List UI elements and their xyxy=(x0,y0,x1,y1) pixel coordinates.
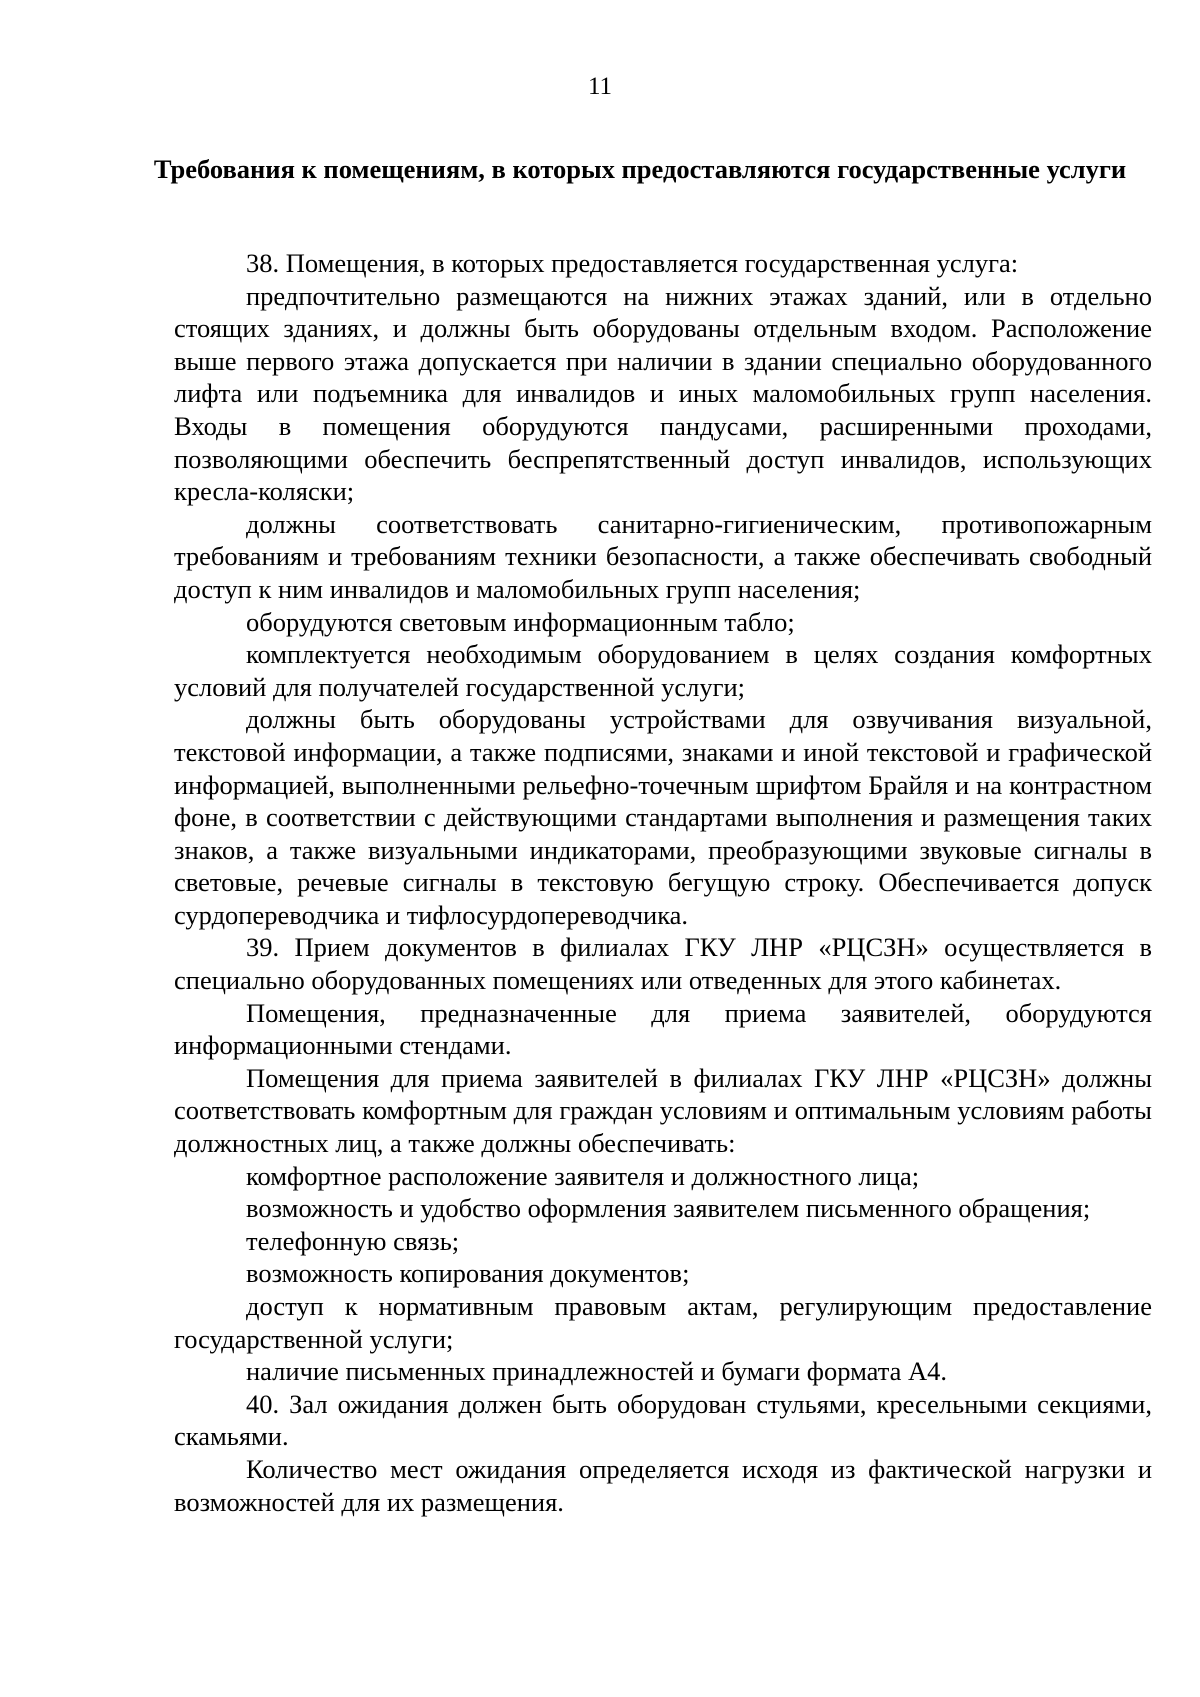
page-number: 11 xyxy=(587,73,613,100)
list-item-stationery: наличие письменных принадлежностей и бумаги формата А4. xyxy=(246,1356,948,1387)
document-body xyxy=(174,247,1152,1518)
paragraph-waiting-seats: Количество мест ожидания определяется исходя из фактической нагрузки и возможностей для их размещения. xyxy=(174,1453,1152,1517)
paragraph-info-stands: Помещения, предназначенные для приема заявителей, оборудуются информационными стендами. xyxy=(174,997,1152,1061)
paragraph-comfort-conditions: Помещения для приема заявителей в филиалах ГКУ ЛНР «РЦСЗН» должны соответствовать комфортным для граждан условиям и оптимальным условиям работы должностных лиц, а также должны обеспечивать: xyxy=(174,1062,1152,1159)
paragraph-accessibility: должны быть оборудованы устройствами для озвучивания визуальной, текстовой информации, а также подписями, знаками и иной текстовой и графической информацией, выполненными рельефно-точечным шрифтом Брайля и на контрастном фоне, в соответствии с действующими стандартами выполнения и размещения таких знаков, а также визуальными индикаторами, преобразующими звуковые сигналы в световые, речевые сигналы в текстовую бегущую строку. Обеспечивается допуск сурдопереводчика и тифлосурдопереводчика. xyxy=(174,704,1152,930)
section-heading: Требования к помещениям, в которых предоставляются государственные услуги xyxy=(153,154,1127,184)
paragraph-location: предпочтительно размещаются на нижних этажах зданий, или в отдельно стоящих зданиях, и должны быть оборудованы отдельным входом. Расположение выше первого этажа допускается при наличии в здании специально оборудованного лифта или подъемника для инвалидов и иных маломобильных групп населения. Входы в помещения оборудуются пандусами, расширенными проходами, позволяющими обеспечить беспрепятственный доступ инвалидов, использующих кресла-коляски; xyxy=(174,280,1152,507)
list-item-legal-acts: доступ к нормативным правовым актам, регулирующим предоставление государственной услуги; xyxy=(174,1291,1152,1354)
list-item-written-appeal: возможность и удобство оформления заявителем письменного обращения; xyxy=(246,1193,1091,1224)
paragraph-light-board: оборудуются световым информационным табло; xyxy=(246,606,795,637)
paragraph-sanitary: должны соответствовать санитарно-гигиеническим, противопожарным требованиям и требованиям техники безопасности, а также обеспечивать свободный доступ к ним инвалидов и маломобильных групп населения; xyxy=(174,508,1152,604)
paragraph-38-intro: 38. Помещения, в которых предоставляется государственная услуга: xyxy=(246,248,1019,278)
paragraph-39-reception: 39. Прием документов в филиалах ГКУ ЛНР «РЦСЗН» осуществляется в специально оборудованных помещениях или отведенных для этого кабинетах. xyxy=(174,932,1152,996)
list-item-placement: комфортное расположение заявителя и должностного лица; xyxy=(246,1160,920,1191)
paragraph-40-waiting-hall: 40. Зал ожидания должен быть оборудован стульями, кресельными секциями, скамьями. xyxy=(174,1388,1152,1452)
paragraph-equipment: комплектуется необходимым оборудованием в целях создания комфортных условий для получателей государственной услуги; xyxy=(174,639,1152,702)
list-item-phone: телефонную связь; xyxy=(246,1225,460,1256)
list-item-copying: возможность копирования документов; xyxy=(246,1258,690,1289)
